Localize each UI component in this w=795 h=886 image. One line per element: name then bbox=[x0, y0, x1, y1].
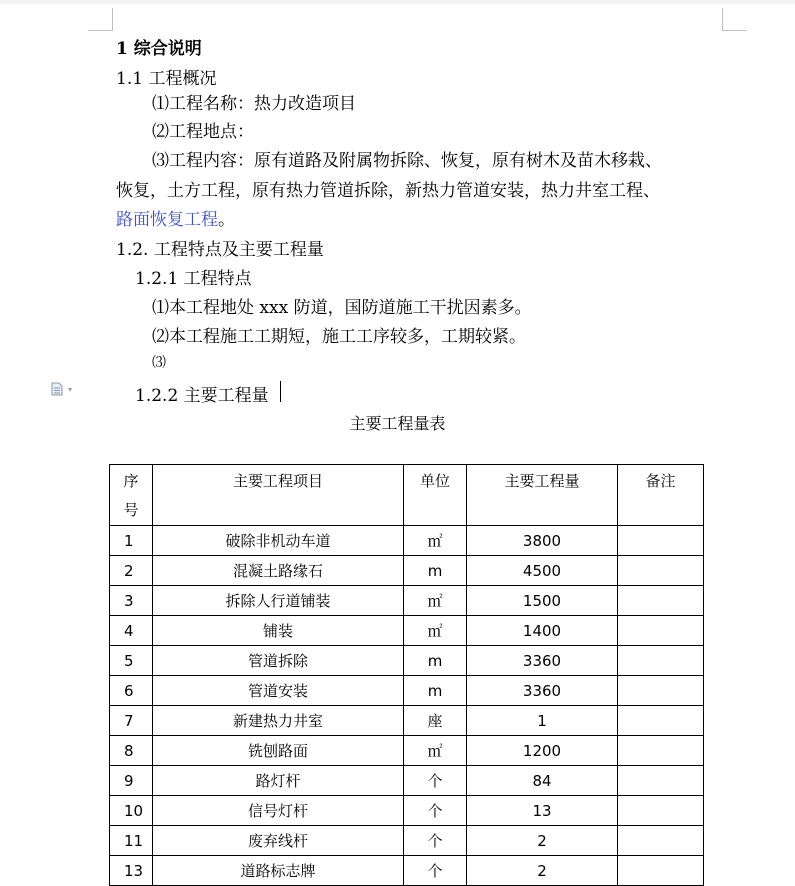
overview-item-1: ⑴工程名称：热力改造项目 bbox=[152, 94, 356, 114]
cell-qty: 3360 bbox=[467, 676, 618, 706]
table-header-row bbox=[110, 465, 704, 526]
cell-qty: 3360 bbox=[467, 646, 618, 676]
cell-seq: 10 bbox=[110, 796, 153, 826]
cell-qty: 4500 bbox=[467, 556, 618, 586]
table-row bbox=[110, 646, 704, 676]
table-caption: 主要工程量表 bbox=[349, 414, 446, 433]
cell-unit: ㎡ bbox=[404, 616, 467, 646]
feature-item-2: ⑵本工程施工工期短，施工工序较多，工期较紧。 bbox=[152, 327, 526, 347]
table-row bbox=[110, 796, 704, 826]
section-1-1-heading: 1.1 工程概况 bbox=[116, 69, 217, 89]
cell-note bbox=[618, 856, 704, 886]
cell-qty: 13 bbox=[467, 796, 618, 826]
cell-seq: 3 bbox=[110, 586, 153, 616]
feature-item-3: ⑶ bbox=[152, 355, 166, 371]
cell-note bbox=[618, 646, 704, 676]
cell-qty: 1400 bbox=[467, 616, 618, 646]
cell-note bbox=[618, 526, 704, 556]
cell-unit: m bbox=[404, 676, 467, 706]
table-row bbox=[110, 526, 704, 556]
cell-unit: 个 bbox=[404, 826, 467, 856]
cell-note bbox=[618, 586, 704, 616]
cell-note bbox=[618, 796, 704, 826]
quantity-table bbox=[109, 464, 704, 886]
cell-unit: 个 bbox=[404, 796, 467, 826]
cell-seq: 13 bbox=[110, 856, 153, 886]
header-seq: 序 号 bbox=[110, 465, 153, 526]
cell-qty: 1 bbox=[467, 706, 618, 736]
cell-note bbox=[618, 826, 704, 856]
header-note: 备注 bbox=[618, 465, 704, 526]
table-row bbox=[110, 826, 704, 856]
cell-qty: 1500 bbox=[467, 586, 618, 616]
cell-item: 铣刨路面 bbox=[153, 736, 404, 766]
heading-1: 1 综合说明 bbox=[116, 39, 202, 59]
header-item: 主要工程项目 bbox=[153, 465, 404, 526]
cell-unit: 座 bbox=[404, 706, 467, 736]
cell-qty: 3800 bbox=[467, 526, 618, 556]
section-1-2-heading: 1.2. 工程特点及主要工程量 bbox=[116, 240, 324, 260]
cell-unit: 个 bbox=[404, 856, 467, 886]
document-options-icon[interactable] bbox=[51, 382, 63, 396]
table-row bbox=[110, 676, 704, 706]
cell-seq: 9 bbox=[110, 766, 153, 796]
cell-item: 废弃线杆 bbox=[153, 826, 404, 856]
crop-mark-left bbox=[88, 8, 113, 31]
cell-item: 道路标志牌 bbox=[153, 856, 404, 886]
table-row bbox=[110, 556, 704, 586]
cell-item: 信号灯杆 bbox=[153, 796, 404, 826]
cell-seq: 1 bbox=[110, 526, 153, 556]
cell-item: 铺装 bbox=[153, 616, 404, 646]
cell-unit: ㎡ bbox=[404, 526, 467, 556]
road-restoration-link[interactable]: 路面恢复工程 bbox=[116, 210, 218, 230]
cell-seq: 8 bbox=[110, 736, 153, 766]
cell-unit: m bbox=[404, 646, 467, 676]
overview-item-3-line1: ⑶工程内容：原有道路及附属物拆除、恢复，原有树木及苗木移栽、 bbox=[152, 151, 662, 171]
section-1-2-1-heading: 1.2.1 工程特点 bbox=[135, 269, 252, 289]
cell-note bbox=[618, 616, 704, 646]
header-qty: 主要工程量 bbox=[467, 465, 618, 526]
cell-note bbox=[618, 736, 704, 766]
table-row bbox=[110, 706, 704, 736]
cell-item: 新建热力井室 bbox=[153, 706, 404, 736]
table-row bbox=[110, 586, 704, 616]
page-top-edge bbox=[0, 0, 795, 4]
feature-item-1: ⑴本工程地处 xxx 防道，国防道施工干扰因素多。 bbox=[152, 298, 532, 318]
cell-qty: 2 bbox=[467, 826, 618, 856]
cell-note bbox=[618, 766, 704, 796]
overview-item-3-line3 bbox=[116, 205, 235, 230]
text-cursor bbox=[280, 381, 281, 402]
cell-unit: 个 bbox=[404, 766, 467, 796]
cell-seq: 6 bbox=[110, 676, 153, 706]
header-unit: 单位 bbox=[404, 465, 467, 526]
cell-seq: 11 bbox=[110, 826, 153, 856]
table-row bbox=[110, 616, 704, 646]
chevron-down-icon[interactable]: ▾ bbox=[68, 385, 73, 394]
cell-qty: 2 bbox=[467, 856, 618, 886]
crop-mark-right bbox=[722, 8, 747, 31]
overview-item-2: ⑵工程地点： bbox=[152, 122, 254, 142]
cell-seq: 5 bbox=[110, 646, 153, 676]
cell-note bbox=[618, 556, 704, 586]
cell-unit: ㎡ bbox=[404, 736, 467, 766]
cell-item: 管道拆除 bbox=[153, 646, 404, 676]
cell-item: 拆除人行道铺装 bbox=[153, 586, 404, 616]
cell-qty: 84 bbox=[467, 766, 618, 796]
cell-unit: m bbox=[404, 556, 467, 586]
period: 。 bbox=[218, 210, 235, 230]
section-1-2-2-heading: 1.2.2 主要工程量 bbox=[135, 386, 269, 406]
cell-seq: 7 bbox=[110, 706, 153, 736]
cell-item: 破除非机动车道 bbox=[153, 526, 404, 556]
cell-note bbox=[618, 706, 704, 736]
cell-qty: 1200 bbox=[467, 736, 618, 766]
cell-seq: 4 bbox=[110, 616, 153, 646]
cell-unit: ㎡ bbox=[404, 586, 467, 616]
cell-item: 管道安装 bbox=[153, 676, 404, 706]
cell-item: 混凝土路缘石 bbox=[153, 556, 404, 586]
cell-note bbox=[618, 676, 704, 706]
table-row bbox=[110, 736, 704, 766]
cell-seq: 2 bbox=[110, 556, 153, 586]
table-row bbox=[110, 856, 704, 886]
cell-item: 路灯杆 bbox=[153, 766, 404, 796]
overview-item-3-line2: 恢复，土方工程，原有热力管道拆除，新热力管道安装，热力井室工程、 bbox=[116, 181, 660, 201]
table-row bbox=[110, 766, 704, 796]
